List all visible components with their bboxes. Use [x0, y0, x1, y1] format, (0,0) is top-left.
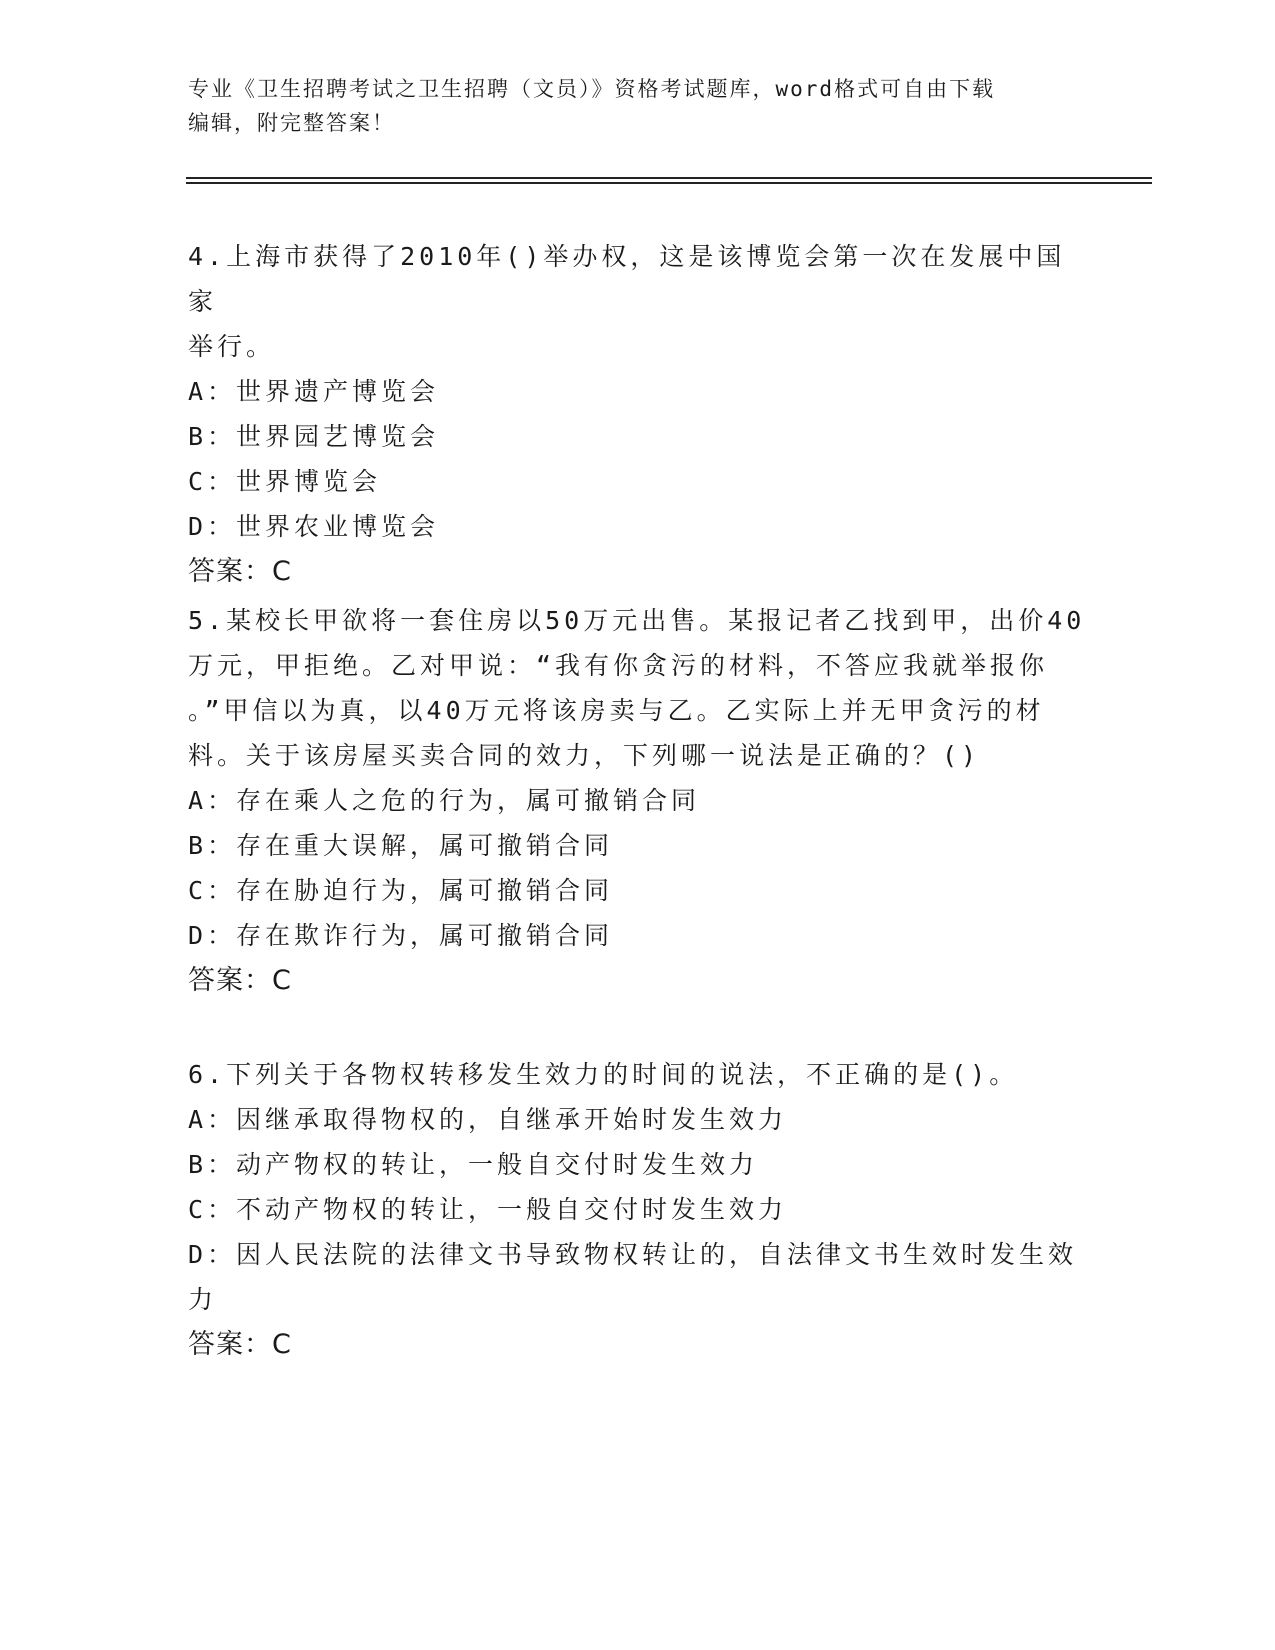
question-text-line: 。”甲信以为真，以40万元将该房卖与乙。乙实际上并无甲贪污的材 [188, 696, 1045, 725]
header-divider-bottom [186, 182, 1152, 184]
question-6 [188, 1052, 1088, 1368]
header-line-2: 编辑，附完整答案！ [188, 111, 395, 135]
option-d-continued: 力 [188, 1285, 218, 1314]
question-text-line: 6.下列关于各物权转移发生效力的时间的说法，不正确的是()。 [188, 1060, 1019, 1089]
document-header [188, 72, 1088, 140]
option-a: A：世界遗产博览会 [188, 377, 440, 406]
header-line-1: 专业《卫生招聘考试之卫生招聘（文员）》资格考试题库，word格式可自由下载 [188, 77, 996, 101]
question-text-line: 举行。 [188, 332, 276, 361]
answer: 答案：C [188, 556, 292, 587]
option-c: C：存在胁迫行为，属可撤销合同 [188, 876, 614, 905]
question-text-line: 4.上海市获得了2010年()举办权，这是该博览会第一次在发展中国家 [188, 242, 1066, 316]
question-text-line: 万元，甲拒绝。乙对甲说：“我有你贪污的材料，不答应我就举报你 [188, 651, 1049, 680]
option-d: D：因人民法院的法律文书导致物权转让的，自法律文书生效时发生效 [188, 1240, 1078, 1269]
option-c: C：不动产物权的转让，一般自交付时发生效力 [188, 1195, 788, 1224]
option-d: D：存在欺诈行为，属可撤销合同 [188, 921, 614, 950]
question-5 [188, 598, 1088, 1004]
option-b: B：存在重大误解，属可撤销合同 [188, 831, 614, 860]
answer: 答案：C [188, 1329, 292, 1360]
option-b: B：世界园艺博览会 [188, 422, 440, 451]
option-a: A：因继承取得物权的，自继承开始时发生效力 [188, 1105, 788, 1134]
option-b: B：动产物权的转让，一般自交付时发生效力 [188, 1150, 759, 1179]
answer: 答案：C [188, 965, 292, 996]
option-c: C：世界博览会 [188, 467, 382, 496]
question-text-line: 料。关于该房屋买卖合同的效力，下列哪一说法是正确的？() [188, 741, 981, 770]
header-divider-top [186, 177, 1152, 179]
question-4 [188, 234, 1088, 595]
question-text-line: 5.某校长甲欲将一套住房以50万元出售。某报记者乙找到甲，出价40 [188, 606, 1086, 635]
option-d: D：世界农业博览会 [188, 512, 440, 541]
option-a: A：存在乘人之危的行为，属可撤销合同 [188, 786, 701, 815]
